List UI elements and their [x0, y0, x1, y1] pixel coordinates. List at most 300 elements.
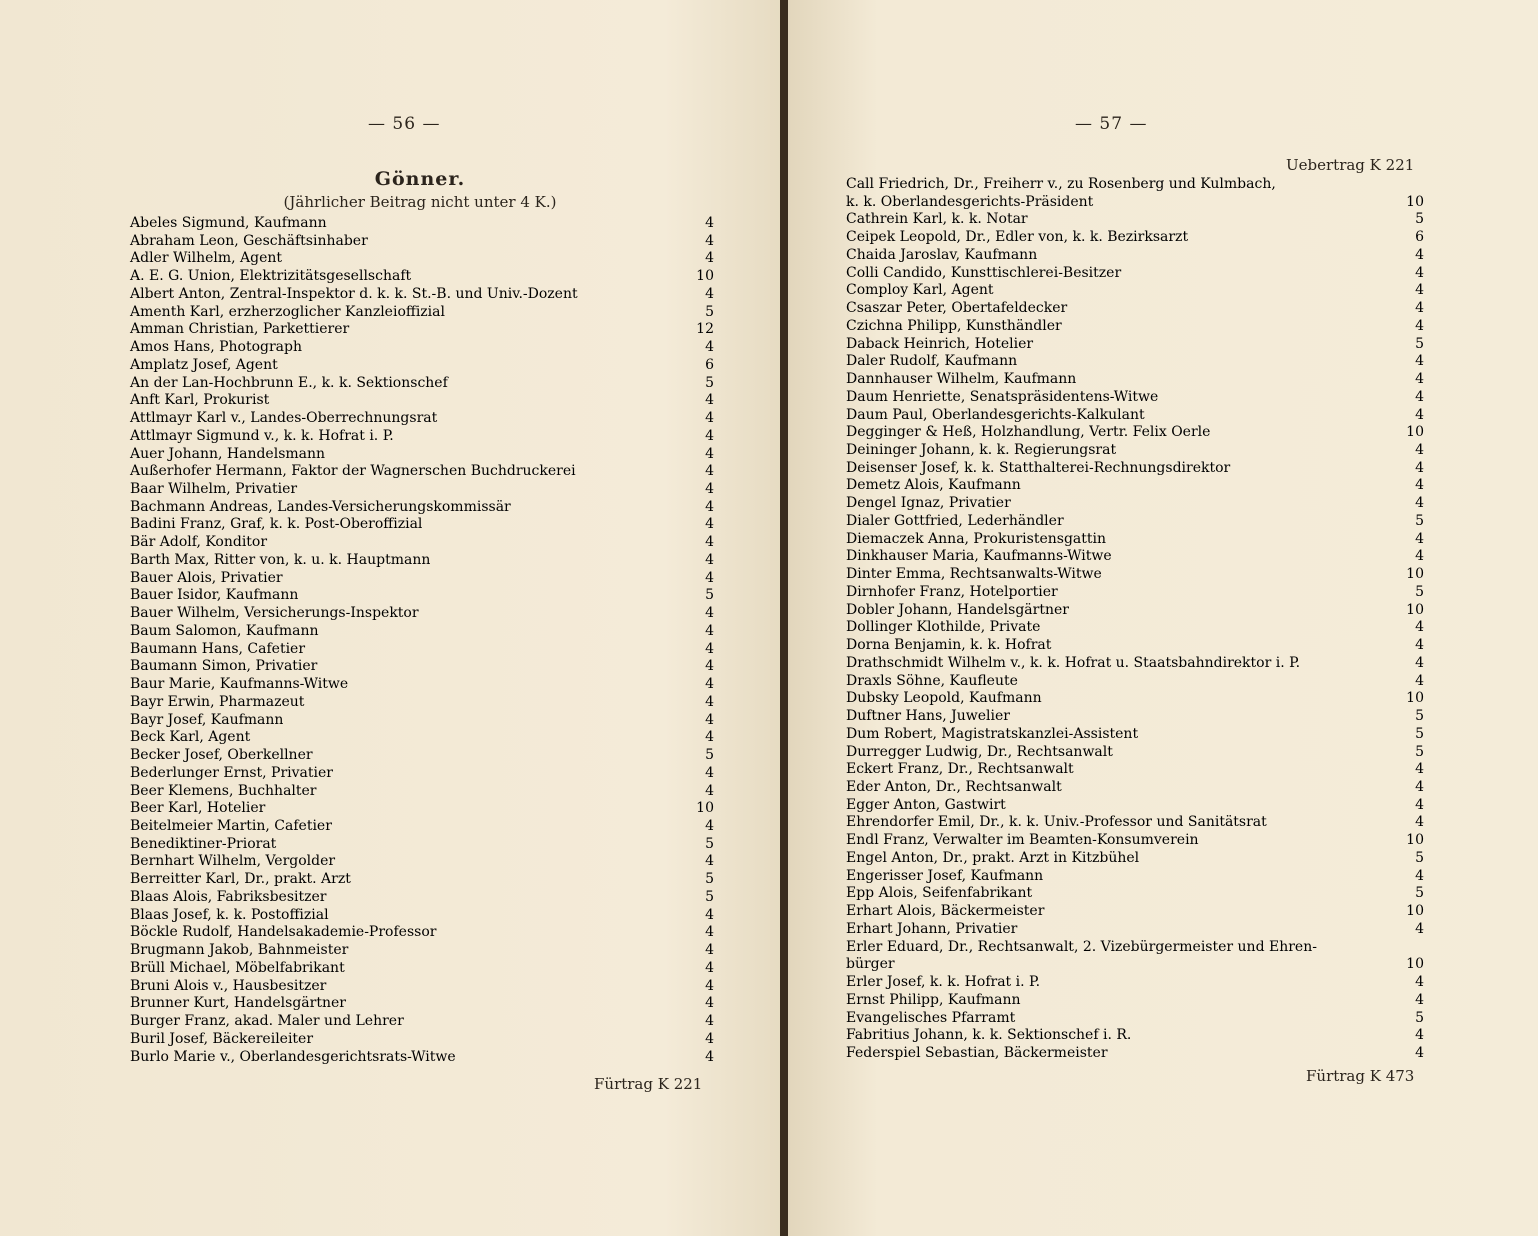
donation-amount: 12	[696, 321, 714, 338]
donor-name: Amplatz Josef, Agent	[130, 356, 278, 373]
donation-amount: 5	[1415, 211, 1424, 228]
donation-amount: 4	[1415, 654, 1424, 671]
donor-name: Deisenser Josef, k. k. Statthalterei-Rechnungsdirektor	[846, 459, 1231, 476]
donation-amount: 5	[1415, 583, 1424, 600]
donation-amount: 4	[705, 498, 714, 515]
donation-amount: 4	[705, 1030, 714, 1047]
list-item	[130, 871, 714, 889]
donor-name: Albert Anton, Zentral-Inspektor d. k. k. St.-B. und Univ.-Dozent	[130, 285, 578, 302]
donation-amount: 5	[705, 888, 714, 905]
donation-amount: 4	[705, 215, 714, 231]
list-item	[846, 282, 1424, 300]
list-item	[846, 939, 1424, 957]
donor-name: Amos Hans, Photograph	[130, 339, 303, 356]
carry-forward-total: Fürtrag K 473	[1306, 1067, 1415, 1085]
donation-amount: 4	[1415, 371, 1424, 388]
list-item	[130, 481, 714, 499]
donation-amount: 4	[1415, 814, 1424, 831]
donation-amount: 10	[1406, 956, 1424, 973]
list-item	[846, 477, 1424, 495]
donation-amount: 4	[705, 782, 714, 799]
list-item	[130, 516, 714, 534]
donation-amount: 4	[705, 285, 714, 302]
donation-amount: 4	[1415, 672, 1424, 689]
donor-name: Erler Josef, k. k. Hofrat i. P.	[846, 974, 1041, 991]
list-item	[846, 442, 1424, 460]
donation-amount: 4	[705, 392, 714, 409]
donor-name: Burger Franz, akad. Maler und Lehrer	[130, 1013, 404, 1030]
donor-list	[130, 215, 714, 1066]
list-item	[130, 321, 714, 339]
list-item	[130, 428, 714, 446]
list-item	[130, 605, 714, 623]
donation-amount: 5	[1415, 335, 1424, 352]
list-item	[130, 942, 714, 960]
donation-amount: 4	[1415, 317, 1424, 334]
donor-name: Blaas Alois, Fabriksbesitzer	[130, 888, 327, 905]
list-item	[846, 850, 1424, 868]
donor-name: Dialer Gottfried, Lederhändler	[846, 512, 1064, 529]
donation-amount: 4	[1415, 495, 1424, 512]
donor-name: Comploy Karl, Agent	[846, 282, 994, 299]
donation-amount: 4	[1415, 761, 1424, 778]
donor-name: Daback Heinrich, Hotelier	[846, 335, 1034, 352]
list-item	[130, 889, 714, 907]
donor-name: Anft Karl, Prokurist	[130, 392, 270, 409]
donor-name: Becker Josef, Oberkellner	[130, 747, 313, 764]
donor-name: Badini Franz, Graf, k. k. Post-Oberoffizial	[130, 516, 423, 533]
donation-amount: 5	[705, 374, 714, 391]
donor-name: Barth Max, Ritter von, k. u. k. Hauptmann	[130, 551, 431, 568]
donation-amount: 10	[1406, 424, 1424, 441]
donation-amount: 5	[705, 587, 714, 604]
donor-name: Dengel Ignaz, Privatier	[846, 495, 1011, 512]
list-item	[846, 726, 1424, 744]
donation-amount: 4	[1415, 867, 1424, 884]
donation-amount: 4	[705, 551, 714, 568]
carry-over-total: Uebertrag K 221	[1286, 156, 1415, 174]
donor-name: Degginger & Heß, Holzhandlung, Vertr. Felix Oerle	[846, 424, 1211, 441]
donor-name: Csaszar Peter, Obertafeldecker	[846, 300, 1068, 317]
list-item	[846, 584, 1424, 602]
list-item	[130, 978, 714, 996]
donor-name: Call Friedrich, Dr., Freiherr v., zu Rosenberg und Kulmbach,	[846, 176, 1276, 192]
page-number: — 57 —	[1075, 114, 1148, 134]
donor-name: Dorna Benjamin, k. k. Hofrat	[846, 637, 1052, 654]
donor-name: Endl Franz, Verwalter im Beamten-Konsumverein	[846, 832, 1199, 849]
list-item	[846, 779, 1424, 797]
list-item	[130, 907, 714, 925]
donation-amount: 4	[705, 1013, 714, 1030]
list-item	[130, 375, 714, 393]
donation-amount: 4	[1415, 796, 1424, 813]
donation-amount: 4	[705, 534, 714, 551]
donor-name: Engerisser Josef, Kaufmann	[846, 867, 1044, 884]
donation-amount: 4	[705, 622, 714, 639]
list-item	[846, 495, 1424, 513]
donation-amount: 4	[705, 640, 714, 657]
donor-name: Eckert Franz, Dr., Rechtsanwalt	[846, 761, 1074, 778]
donor-name: Federspiel Sebastian, Bäckermeister	[846, 1044, 1108, 1061]
list-item	[846, 903, 1424, 921]
list-item	[846, 176, 1424, 194]
donor-name: Dubsky Leopold, Kaufmann	[846, 690, 1042, 707]
donor-name: Buril Josef, Bäckereileiter	[130, 1030, 314, 1047]
donor-name: Berreitter Karl, Dr., prakt. Arzt	[130, 871, 351, 888]
page-title: Gönner.	[374, 168, 466, 190]
list-item	[846, 602, 1424, 620]
donation-amount: 5	[705, 871, 714, 888]
list-item	[846, 1045, 1424, 1063]
list-item	[846, 708, 1424, 726]
donation-amount: 5	[1415, 512, 1424, 529]
donation-amount: 4	[705, 232, 714, 249]
donor-name: Beck Karl, Agent	[130, 729, 251, 746]
donation-amount: 6	[705, 356, 714, 373]
list-item	[846, 336, 1424, 354]
donation-amount: 10	[1406, 193, 1424, 210]
donor-name: Bär Adolf, Konditor	[130, 534, 268, 551]
donation-amount: 4	[1415, 406, 1424, 423]
list-item	[130, 729, 714, 747]
donation-amount: 4	[1415, 477, 1424, 494]
donor-name: Burlo Marie v., Oberlandesgerichtsrats-Witwe	[130, 1048, 456, 1065]
list-item	[130, 623, 714, 641]
donation-amount: 5	[1415, 725, 1424, 742]
list-item	[130, 534, 714, 552]
donor-name: Duftner Hans, Juwelier	[846, 708, 1010, 725]
donor-name: Amenth Karl, erzherzoglicher Kanzleioffizial	[130, 303, 445, 320]
donation-amount: 5	[1415, 743, 1424, 760]
donation-amount: 10	[1406, 566, 1424, 583]
list-item	[130, 392, 714, 410]
donor-name: Beer Karl, Hotelier	[130, 800, 266, 817]
donor-name: Evangelisches Pfarramt	[846, 1009, 1016, 1026]
donor-name: Bernhart Wilhelm, Vergolder	[130, 853, 336, 870]
donor-name: Daum Henriette, Senatspräsidentens-Witwe	[846, 388, 1159, 405]
donor-name: Egger Anton, Gastwirt	[846, 796, 1006, 813]
donation-amount: 4	[1415, 530, 1424, 547]
list-item	[130, 1049, 714, 1067]
donor-name: Blaas Josef, k. k. Postoffizial	[130, 906, 329, 923]
list-item	[846, 265, 1424, 283]
donation-amount: 10	[1406, 690, 1424, 707]
list-item	[130, 1013, 714, 1031]
donor-name: Bayr Erwin, Pharmazeut	[130, 693, 305, 710]
donor-name: Drathschmidt Wilhelm v., k. k. Hofrat u. Staatsbahndirektor i. P.	[846, 654, 1301, 671]
list-item	[846, 956, 1424, 974]
donor-name: Brunner Kurt, Handelsgärtner	[130, 995, 346, 1012]
list-item	[846, 229, 1424, 247]
donation-amount: 4	[705, 817, 714, 834]
donation-amount: 4	[705, 676, 714, 693]
donation-amount: 4	[1415, 991, 1424, 1008]
donation-amount: 4	[705, 427, 714, 444]
donation-amount: 4	[705, 942, 714, 959]
list-item	[130, 995, 714, 1013]
donor-name: Dinter Emma, Rechtsanwalts-Witwe	[846, 566, 1102, 583]
donation-amount: 4	[1415, 388, 1424, 405]
list-item	[846, 548, 1424, 566]
donor-name: Erler Eduard, Dr., Rechtsanwalt, 2. Vizebürgermeister und Ehren-	[846, 938, 1317, 955]
donation-amount: 4	[1415, 1027, 1424, 1044]
list-item	[846, 992, 1424, 1010]
list-item	[846, 513, 1424, 531]
donor-name: Bauer Isidor, Kaufmann	[130, 587, 299, 604]
list-item	[846, 353, 1424, 371]
donation-amount: 4	[705, 764, 714, 781]
donor-name: Abeles Sigmund, Kaufmann	[130, 215, 327, 231]
list-item	[846, 921, 1424, 939]
donor-name: Diemaczek Anna, Prokuristensgattin	[846, 530, 1106, 547]
donation-amount: 4	[705, 853, 714, 870]
list-item	[130, 587, 714, 605]
donation-amount: 4	[705, 445, 714, 462]
donation-amount: 4	[1415, 619, 1424, 636]
donation-amount: 4	[705, 658, 714, 675]
list-item	[846, 371, 1424, 389]
donor-name: Bederlunger Ernst, Privatier	[130, 764, 333, 781]
donation-amount: 4	[705, 481, 714, 498]
list-item	[130, 268, 714, 286]
donation-amount: 4	[705, 693, 714, 710]
donation-amount: 4	[1415, 974, 1424, 991]
donor-name: Dirnhofer Franz, Hotelportier	[846, 583, 1058, 600]
donation-amount: 4	[1415, 300, 1424, 317]
list-item	[846, 974, 1424, 992]
donation-amount: 4	[1415, 353, 1424, 370]
list-item	[846, 761, 1424, 779]
donation-amount: 4	[705, 924, 714, 941]
list-item	[846, 407, 1424, 425]
donation-amount: 5	[1415, 1009, 1424, 1026]
list-item	[130, 446, 714, 464]
donation-amount: 4	[1415, 778, 1424, 795]
list-item	[130, 339, 714, 357]
list-item	[846, 1010, 1424, 1028]
donation-amount: 5	[1415, 708, 1424, 725]
carry-forward-total: Fürtrag K 221	[594, 1075, 703, 1093]
donor-name: Böckle Rudolf, Handelsakademie-Professor	[130, 924, 437, 941]
list-item	[130, 676, 714, 694]
donation-amount: 4	[1415, 442, 1424, 459]
list-item	[130, 765, 714, 783]
donor-name: Beer Klemens, Buchhalter	[130, 782, 317, 799]
list-item	[846, 832, 1424, 850]
list-item	[130, 286, 714, 304]
page-subtitle: (Jährlicher Beitrag nicht unter 4 K.)	[283, 193, 557, 211]
list-item	[130, 747, 714, 765]
donation-amount: 5	[1415, 849, 1424, 866]
donor-name: Erhart Johann, Privatier	[846, 920, 1018, 937]
list-item	[846, 690, 1424, 708]
list-item	[846, 797, 1424, 815]
donation-amount: 10	[696, 800, 714, 817]
list-item	[846, 211, 1424, 229]
list-item	[130, 233, 714, 251]
donor-name: Cathrein Karl, k. k. Notar	[846, 211, 1028, 228]
donation-amount: 10	[1406, 601, 1424, 618]
donor-list	[846, 176, 1424, 1063]
donor-name: Dannhauser Wilhelm, Kaufmann	[846, 371, 1077, 388]
donation-amount: 6	[1415, 229, 1424, 246]
donation-amount: 4	[705, 906, 714, 923]
list-item	[130, 818, 714, 836]
list-item	[130, 304, 714, 322]
list-item	[846, 389, 1424, 407]
donor-name: An der Lan-Hochbrunn E., k. k. Sektionschef	[130, 374, 448, 391]
donation-amount: 4	[1415, 637, 1424, 654]
donation-amount: 4	[1415, 246, 1424, 263]
donation-amount: 4	[705, 339, 714, 356]
donation-amount: 4	[1415, 1044, 1424, 1061]
donor-name: Ernst Philipp, Kaufmann	[846, 991, 1021, 1008]
donor-name: Epp Alois, Seifenfabrikant	[846, 885, 1033, 902]
donor-name: Dinkhauser Maria, Kaufmanns-Witwe	[846, 548, 1112, 565]
donor-name: Chaida Jaroslav, Kaufmann	[846, 246, 1038, 263]
donor-name: Durregger Ludwig, Dr., Rechtsanwalt	[846, 743, 1113, 760]
list-item	[130, 463, 714, 481]
donor-name: Bauer Wilhelm, Versicherungs-Inspektor	[130, 605, 419, 622]
donation-amount: 4	[1415, 282, 1424, 299]
donor-name: Außerhofer Hermann, Faktor der Wagnerschen Buchdruckerei	[130, 463, 576, 480]
donor-name: Engel Anton, Dr., prakt. Arzt in Kitzbühel	[846, 849, 1140, 866]
list-item	[846, 868, 1424, 886]
donor-name: Auer Johann, Handelsmann	[130, 445, 326, 462]
donor-name: Deininger Johann, k. k. Regierungsrat	[846, 442, 1117, 459]
list-item	[846, 814, 1424, 832]
donation-amount: 4	[705, 711, 714, 728]
donor-name: Baumann Hans, Cafetier	[130, 640, 306, 657]
donation-amount: 5	[705, 835, 714, 852]
donation-amount: 4	[705, 729, 714, 746]
list-item	[130, 499, 714, 517]
list-item	[130, 836, 714, 854]
donor-name: Baar Wilhelm, Privatier	[130, 481, 298, 498]
list-item	[130, 712, 714, 730]
donor-name: Baur Marie, Kaufmanns-Witwe	[130, 676, 349, 693]
list-item	[846, 1027, 1424, 1045]
list-item	[130, 1031, 714, 1049]
donor-name: Brüll Michael, Möbelfabrikant	[130, 959, 345, 976]
list-item	[130, 800, 714, 818]
list-item	[846, 619, 1424, 637]
donor-name: Adler Wilhelm, Agent	[130, 250, 283, 267]
list-item	[846, 885, 1424, 903]
donation-amount: 4	[705, 995, 714, 1012]
list-item	[130, 658, 714, 676]
donation-amount: 4	[1415, 264, 1424, 281]
donor-name: Attlmayr Karl v., Landes-Oberrechnungsrat	[130, 410, 438, 427]
list-item	[846, 744, 1424, 762]
list-item	[130, 215, 714, 233]
donor-name: Bayr Josef, Kaufmann	[130, 711, 284, 728]
donor-name: Baum Salomon, Kaufmann	[130, 622, 319, 639]
page-number: — 56 —	[368, 114, 441, 134]
list-item	[130, 694, 714, 712]
list-item	[846, 566, 1424, 584]
list-item	[846, 637, 1424, 655]
donation-amount: 4	[705, 516, 714, 533]
donor-name: Daler Rudolf, Kaufmann	[846, 353, 1018, 370]
donor-name: Czichna Philipp, Kunsthändler	[846, 317, 1062, 334]
donor-name: A. E. G. Union, Elektrizitätsgesellschaft	[130, 268, 412, 285]
donor-name: Bruni Alois v., Hausbesitzer	[130, 977, 327, 994]
donor-name: Bauer Alois, Privatier	[130, 569, 283, 586]
donor-name: Beitelmeier Martin, Cafetier	[130, 817, 332, 834]
donor-name: Dollinger Klothilde, Private	[846, 619, 1041, 636]
donation-amount: 4	[705, 605, 714, 622]
donor-name: Brugmann Jakob, Bahnmeister	[130, 942, 349, 959]
list-item	[130, 853, 714, 871]
list-item	[846, 531, 1424, 549]
donor-name: Eder Anton, Dr., Rechtsanwalt	[846, 778, 1062, 795]
donor-name: Ehrendorfer Emil, Dr., k. k. Univ.-Professor und Sanitätsrat	[846, 814, 1267, 831]
donation-amount: 4	[1415, 920, 1424, 937]
donation-amount: 5	[705, 747, 714, 764]
list-item	[846, 673, 1424, 691]
list-item	[130, 960, 714, 978]
donation-amount: 10	[696, 268, 714, 285]
list-item	[130, 783, 714, 801]
donor-name: Dobler Johann, Handelsgärtner	[846, 601, 1069, 618]
list-item	[130, 924, 714, 942]
list-item	[846, 300, 1424, 318]
list-item	[130, 641, 714, 659]
donor-name: Abraham Leon, Geschäftsinhaber	[130, 232, 368, 249]
donor-name: Dum Robert, Magistratskanzlei-Assistent	[846, 725, 1139, 742]
donor-name: Demetz Alois, Kaufmann	[846, 477, 1021, 494]
donor-name: k. k. Oberlandesgerichts-Präsident	[846, 193, 1094, 210]
list-item	[846, 247, 1424, 265]
donation-amount: 5	[1415, 885, 1424, 902]
list-item	[846, 318, 1424, 336]
donation-amount: 4	[705, 410, 714, 427]
list-item	[846, 655, 1424, 673]
donor-name: Amman Christian, Parkettierer	[130, 321, 350, 338]
donation-amount: 4	[705, 1048, 714, 1065]
list-item	[846, 424, 1424, 442]
donor-name: Bachmann Andreas, Landes-Versicherungskommissär	[130, 498, 511, 515]
list-item	[130, 250, 714, 268]
donation-amount: 4	[1415, 548, 1424, 565]
donation-amount: 4	[705, 569, 714, 586]
donor-name: Colli Candido, Kunsttischlerei-Besitzer	[846, 264, 1122, 281]
list-item	[846, 194, 1424, 212]
donor-name: Baumann Simon, Privatier	[130, 658, 318, 675]
list-item	[130, 570, 714, 588]
list-item	[130, 357, 714, 375]
donation-amount: 4	[1415, 459, 1424, 476]
donation-amount: 10	[1406, 903, 1424, 920]
donation-amount: 4	[705, 977, 714, 994]
donor-name: Draxls Söhne, Kaufleute	[846, 672, 1018, 689]
donor-name: Benediktiner-Priorat	[130, 835, 277, 852]
list-item	[130, 410, 714, 428]
donor-name: Attlmayr Sigmund v., k. k. Hofrat i. P.	[130, 427, 394, 444]
donor-name: bürger	[846, 956, 895, 973]
donor-name: Ceipek Leopold, Dr., Edler von, k. k. Bezirksarzt	[846, 229, 1189, 246]
donation-amount: 4	[705, 463, 714, 480]
donor-name: Erhart Alois, Bäckermeister	[846, 903, 1045, 920]
donor-name: Daum Paul, Oberlandesgerichts-Kalkulant	[846, 406, 1145, 423]
donor-name: Fabritius Johann, k. k. Sektionschef i. R.	[846, 1027, 1132, 1044]
donation-amount: 10	[1406, 832, 1424, 849]
donation-amount: 5	[705, 303, 714, 320]
donation-amount: 4	[705, 250, 714, 267]
donation-amount: 4	[705, 959, 714, 976]
list-item	[130, 552, 714, 570]
